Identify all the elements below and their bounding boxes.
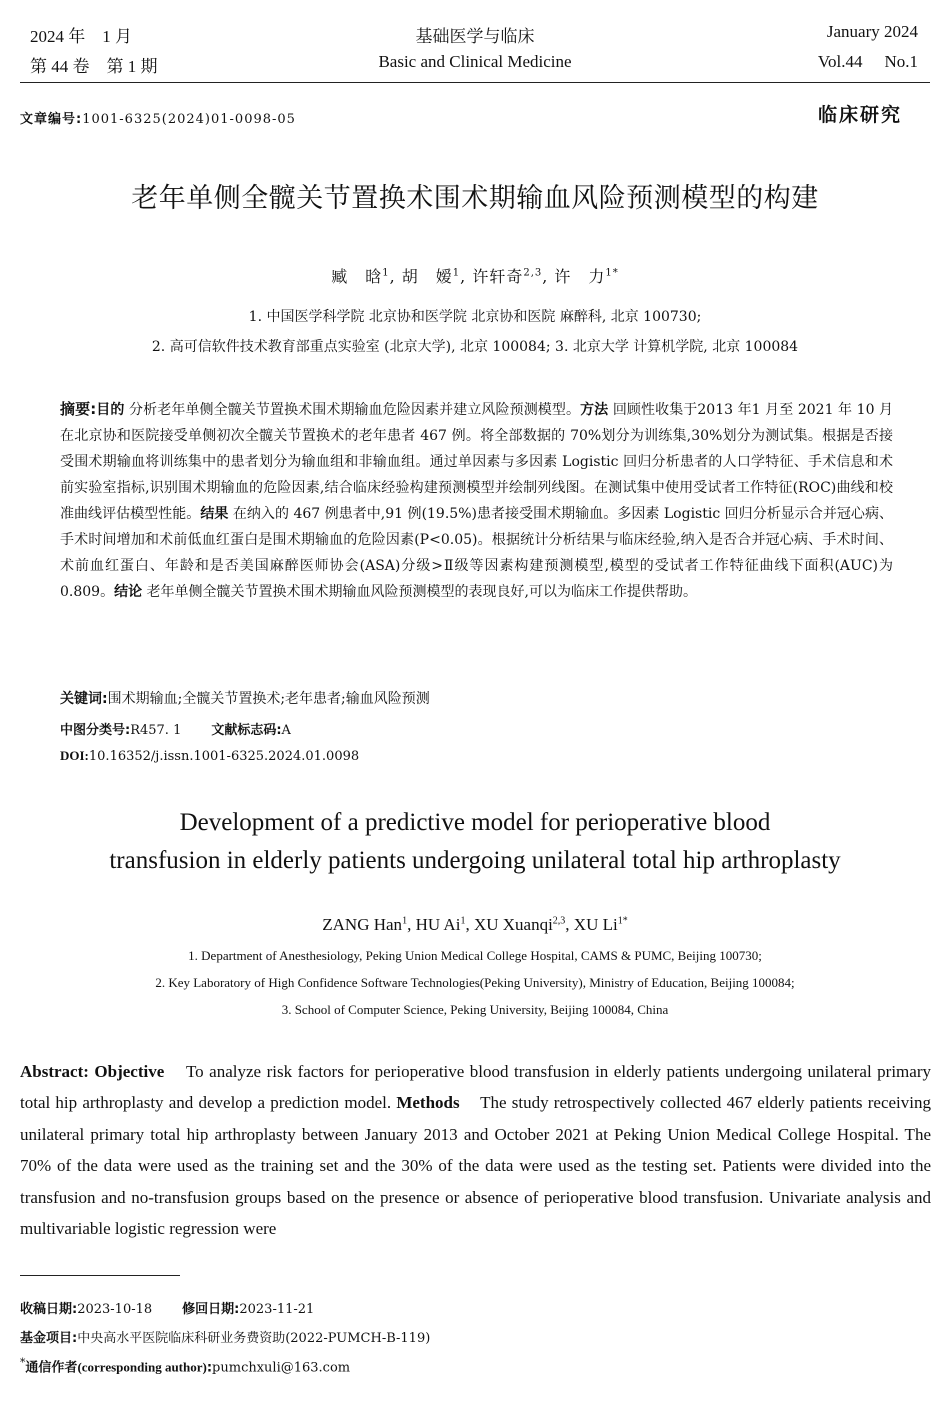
corresponding-label-cn: 通信作者: [25, 1360, 78, 1376]
clc-value: R457. 1: [130, 723, 182, 738]
author-affiliation-sup: 1*: [605, 267, 619, 279]
abstract-cn-objective: 分析老年单侧全髋关节置换术围术期输血危险因素并建立风险预测模型。: [124, 402, 581, 418]
corresponding-sep: :: [206, 1360, 213, 1376]
corresponding-email: pumchxuli@163.com: [212, 1360, 351, 1376]
article-number-value: 1001-6325(2024)01-0098-05: [82, 112, 296, 127]
abstract-en-label: Abstract:: [20, 1062, 89, 1081]
header-issue-date-en: January 2024: [826, 22, 918, 41]
author-cn: 许 力: [554, 267, 606, 286]
abstract-cn-objective-label: 目的: [96, 402, 125, 418]
author-affiliation-sup: 1*: [617, 915, 628, 927]
section-tag: 临床研究: [817, 104, 902, 126]
authors-en: ZANG Han$^1$, HU Ai$^1$, XU Xuanqi$^{2,3}$, XU $Li^{1*}$: [322, 915, 628, 934]
author-affiliation-sup: 2,3: [552, 915, 566, 927]
abstract-en: [20, 1056, 931, 1244]
keywords-cn: [60, 688, 430, 708]
affiliation-en: 1. Department of Anesthesiology, Peking Union Medical College Hospital, CAMS & PUMC, Beijing 100730;: [188, 948, 762, 963]
received-label: 收稿日期:: [20, 1302, 78, 1317]
received-date: 2023-10-18: [77, 1302, 153, 1317]
abstract-cn-results-label: 结果: [200, 506, 229, 522]
header-journal-name-cn: 基础医学与临床: [415, 27, 535, 46]
article-number: [20, 108, 296, 127]
fund-value: 中央高水平医院临床科研业务费资助(2022-PUMCH-B-119): [77, 1331, 431, 1346]
author-affiliation-sup: 1: [452, 267, 461, 279]
author-affiliation-sup: 1: [460, 915, 466, 927]
title-cn: 老年单侧全髋关节置换术围术期输血风险预测模型的构建: [131, 183, 819, 214]
author-cn: 许轩奇: [472, 267, 524, 286]
doi: [60, 748, 359, 764]
classification: [60, 719, 291, 738]
affiliation-en: 2. Key Laboratory of High Confidence Software Technologies(Peking University), Ministry of Education, Beijing 100084;: [155, 975, 795, 990]
footnote-dates: [20, 1298, 314, 1317]
author-cn: 胡 嫒: [401, 267, 453, 286]
abstract-en-methods-label: Methods: [396, 1093, 460, 1113]
revised-date: 2023-11-21: [239, 1302, 315, 1317]
header-issue-date-cn: 2024 年 1 月: [30, 27, 132, 46]
abstract-cn-methods: 回顾性收集于2013 年1 月至 2021 年 10 月在北京协和医院接受单侧初次全髋关节置换术的老年患者 467 例。将全部数据的 70%划分为训练集,30%划分为测试集。根据是否接受围术期输血将训练集中的患者划分为输血组和非输血组。通过单因素与多因素 Logistic 回归分析患者的人口学特征、手术信息和术前实验室指标,识别围术期输血的危险因素,结合临床经验构建预测模型并绘制列线图。在测试集中使用受试者工作特征(ROC)曲线和校准曲线评估模型性能。: [60, 402, 894, 522]
clc-label: 中图分类号:: [60, 723, 131, 738]
header-rule: [20, 82, 930, 83]
abstract-cn-conclusion-label: 结论: [114, 584, 143, 600]
authors-cn: 臧 晗$^1$, 胡 嫒$^1$, 许轩奇$^{2,3}$, 许 力$^{1*}$: [331, 267, 619, 286]
footnote-corresponding: [20, 1356, 350, 1375]
abstract-cn-results: 在纳入的 467 例患者中,91 例(19.5%)患者接受围术期输血。多因素 Logistic 回归分析显示合并冠心病、手术时间增加和术前低血红蛋白是围术期输血的危险因素(P<0.05)。根据统计分析结果与临床经验,纳入是否合并冠心病、手术时间、术前血红蛋白、年龄和是否美国麻醉医师协会(ASA)分级>Ⅱ级等因素构建预测模型,模型的受试者工作特征曲线下面积(AUC)为 0.809。: [60, 506, 893, 600]
author-affiliation-sup: 1: [382, 267, 390, 279]
author-cn: 臧 晗: [331, 267, 383, 286]
abstract-en-objective: To analyze risk factors for perioperative blood transfusion in elderly patients undergoing unilateral primary total hip arthroplasty and develop a prediction model.: [20, 1062, 931, 1113]
affiliation-cn: 2. 高可信软件技术教育部重点实验室 (北京大学), 北京 100084; 3. 北京大学 计算机学院, 北京 100084: [151, 339, 799, 355]
doc-code-label: 文献标志码:: [211, 723, 282, 738]
author-en: XU Li: [573, 915, 618, 934]
author-affiliation-sup: 1: [402, 915, 408, 927]
abstract-cn-label: 摘要:: [60, 400, 97, 418]
author-affiliation-sup: 2,3: [523, 267, 543, 279]
keywords-cn-value: 围术期输血;全髋关节置换术;老年患者;输血风险预测: [107, 691, 430, 707]
corresponding-label-en: (corresponding author): [77, 1359, 207, 1375]
abstract-en-methods: The study retrospectively collected 467 elderly patients receiving unilateral primary total hip arthroplasty between January 2013 and October 2021 at Peking Union Medical College Hospital. The 70% of the data were used as the training set and the 30% of the data were used as the testing set. Patients were divided into the transfusion and no-transfusion groups based on the presence or absence of perioperative blood transfusion. Univariate analysis and multivariable logistic regression were: [20, 1093, 931, 1239]
header-volume-issue-cn: 第 44 卷 第 1 期: [30, 57, 158, 76]
corresponding-mark: *: [20, 1356, 26, 1369]
revised-label: 修回日期:: [182, 1302, 240, 1317]
fund-label: 基金项目:: [20, 1331, 78, 1346]
title-en-line: transfusion in elderly patients undergoing unilateral total hip arthroplasty: [109, 847, 841, 874]
title-en: [0, 804, 950, 880]
keywords-cn-label: 关键词:: [60, 691, 108, 707]
header-volume-en: Vol.44: [817, 52, 863, 71]
doi-label: DOI:: [60, 748, 89, 763]
affiliation-en: 3. School of Computer Science, Peking University, Beijing 100084, China: [281, 1002, 669, 1017]
affiliation-cn: 1. 中国医学科学院 北京协和医学院 北京协和医院 麻醉科, 北京 100730;: [248, 309, 702, 325]
header-journal-name-en: Basic and Clinical Medicine: [378, 52, 572, 71]
doi-value: 10.16352/j.issn.1001-6325.2024.01.0098: [88, 749, 360, 764]
abstract-en-objective-label: Objective: [94, 1062, 165, 1081]
abstract-cn-methods-label: 方法: [580, 402, 609, 418]
title-en-line: Development of a predictive model for perioperative blood: [179, 809, 771, 836]
footnote-fund: [20, 1327, 430, 1346]
header-volume-issue-en: [818, 52, 918, 72]
abstract-cn: [60, 396, 893, 605]
article-number-label: 文章编号:: [20, 112, 83, 127]
abstract-cn-conclusion: 老年单侧全髋关节置换术围术期输血风险预测模型的表现良好,可以为临床工作提供帮助。: [142, 584, 697, 600]
doc-code-value: A: [281, 723, 291, 738]
author-en: ZANG Han: [322, 915, 403, 934]
author-en: HU Ai: [415, 915, 461, 934]
author-en: XU Xuanqi: [473, 915, 553, 934]
footnote-rule: [20, 1275, 180, 1276]
header-number-en: No.1: [884, 52, 918, 71]
